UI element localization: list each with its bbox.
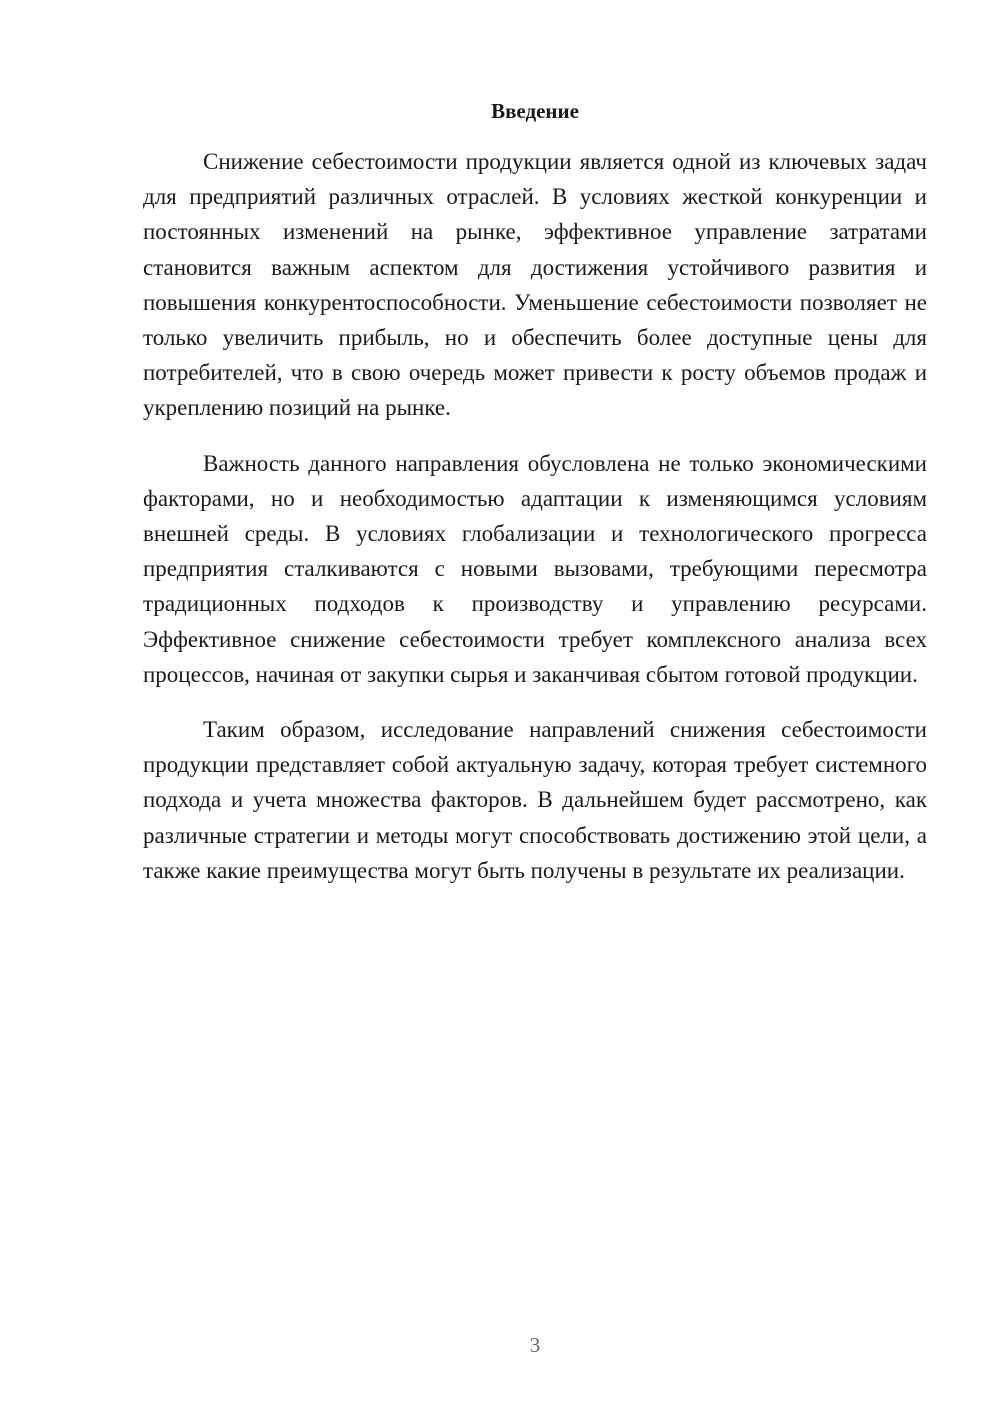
body-text <box>143 144 927 908</box>
page-number: 3 <box>529 1333 541 1357</box>
paragraph-1: Снижение себестоимости продукции является одной из ключевых задач для предприятий различных отраслей. В условиях жесткой конкуренции и постоянных изменений на рынке, эффективное управление затратами становится важным аспектом для достижения устойчивого развития и повышения конкурентоспособности. Уменьшение себестоимости позволяет не только увеличить прибыль, но и обеспечить более доступные цены для потребителей, что в свою очередь может привести к росту объемов продаж и укреплению позиций на рынке. <box>143 149 927 421</box>
section-heading: Введение <box>491 99 579 123</box>
paragraph-3: Таким образом, исследование направлений снижения себестоимости продукции представляет собой актуальную задачу, которая требует системного подхода и учета множества факторов. В дальнейшем будет рассмотрено, как различные стратегии и методы могут способствовать достижению этой цели, а также какие преимущества могут быть получены в результате их реализации. <box>143 717 927 883</box>
paragraph-2: Важность данного направления обусловлена не только экономическими факторами, но и необходимостью адаптации к изменяющимся условиям внешней среды. В условиях глобализации и технологического прогресса предприятия сталкиваются с новыми вызовами, требующими пересмотра традиционных подходов к производству и управлению ресурсами. Эффективное снижение себестоимости требует комплексного анализа всех процессов, начиная от закупки сырья и заканчивая сбытом готовой продукции. <box>143 450 927 687</box>
